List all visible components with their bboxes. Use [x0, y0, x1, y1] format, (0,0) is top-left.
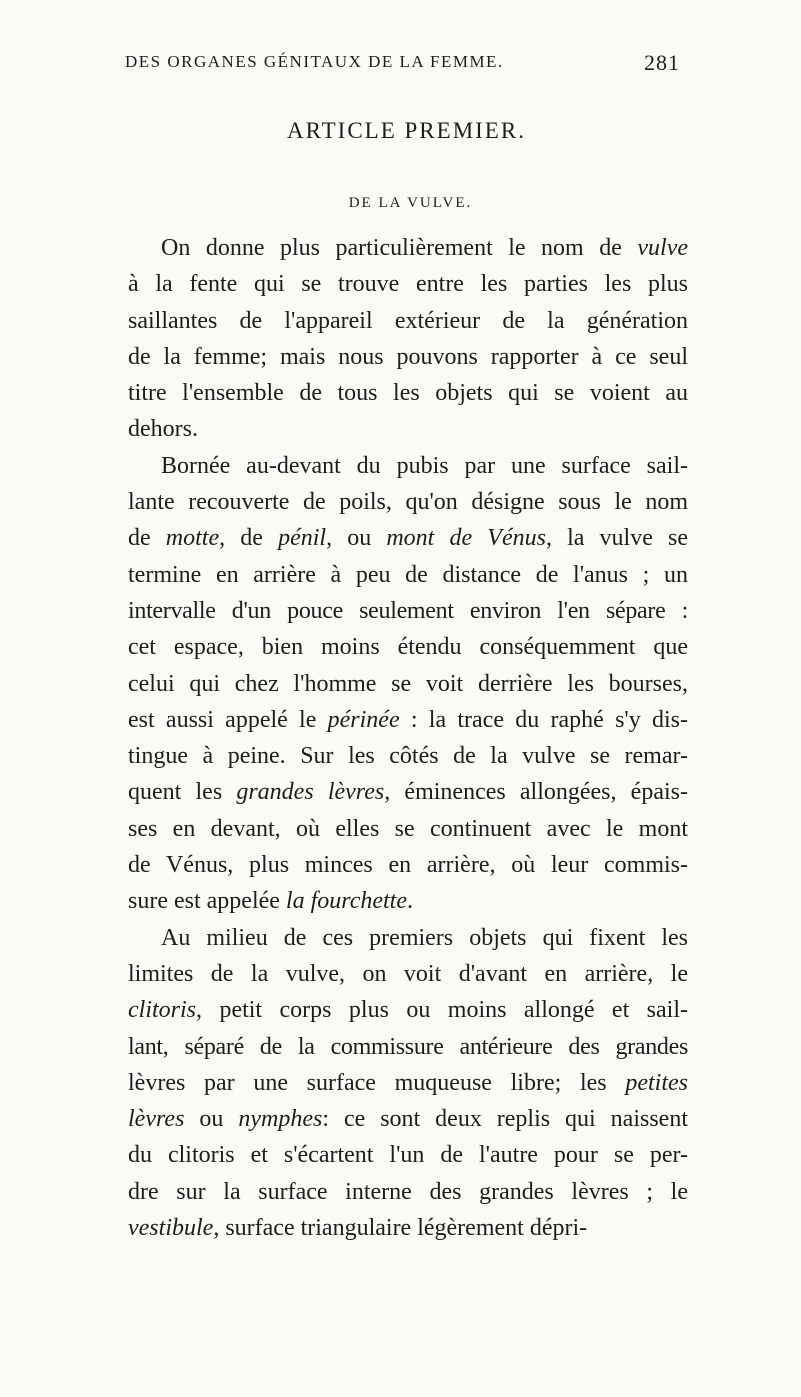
italic-term: pénil: [278, 525, 327, 552]
text-line: [128, 448, 688, 484]
text-line: [128, 520, 688, 556]
text-run: saillantes de l'appareil extérieur de la génération: [128, 307, 688, 334]
italic-term: périnée: [327, 706, 400, 733]
text-run: Bornée au-devant du pubis par une surface sail-: [161, 452, 688, 479]
text-run: , de: [219, 525, 279, 552]
text-line: [128, 1101, 688, 1137]
body-text: [128, 230, 688, 1246]
text-line: [128, 593, 688, 629]
text-run: du clitoris et s'écartent l'un de l'autre pour se per-: [128, 1142, 688, 1169]
text-run: , éminences allongées, épais-: [384, 779, 688, 806]
running-head-title: DES ORGANES GÉNITAUX DE LA FEMME.: [125, 52, 504, 71]
text-run: , ou: [326, 525, 387, 552]
text-line: [128, 339, 688, 375]
page-number: 281: [644, 50, 680, 75]
text-line: [128, 738, 688, 774]
text-line: [128, 1065, 688, 1101]
text-run: .: [407, 888, 413, 915]
text-run: Au milieu de ces premiers objets qui fixent les: [161, 924, 688, 951]
text-line: [128, 1174, 688, 1210]
text-line: [128, 266, 688, 302]
text-run: , surface triangulaire légèrement dépri-: [213, 1215, 588, 1242]
text-run: , la vulve se: [545, 525, 688, 552]
text-line: [128, 774, 688, 810]
italic-term: lèvres: [128, 1106, 185, 1133]
text-run: est aussi appelé le: [128, 706, 328, 733]
text-run: lante recouverte de poils, qu'on désigne sous le nom: [128, 489, 688, 516]
italic-term: motte: [165, 525, 220, 552]
italic-term: la fourchette: [285, 888, 407, 915]
text-line: [128, 883, 688, 919]
text-run: ou: [184, 1106, 239, 1133]
text-run: sure est appelée: [128, 888, 286, 915]
section-title: DE LA VULVE.: [348, 195, 473, 211]
text-line: [128, 992, 688, 1028]
text-line: [128, 557, 688, 593]
text-line: [128, 847, 688, 883]
text-line: [128, 920, 688, 956]
text-run: de: [128, 525, 166, 552]
text-line: [128, 811, 688, 847]
text-run: cet espace, bien moins étendu conséquemment que: [128, 634, 688, 661]
text-line: [128, 702, 688, 738]
italic-term: clitoris: [128, 997, 197, 1024]
text-run: dehors.: [128, 416, 198, 443]
text-line: [128, 303, 688, 339]
text-run: termine en arrière à peu de distance de l'anus ; un: [128, 561, 688, 588]
text-run: quent les: [128, 779, 237, 806]
italic-term: petites: [625, 1069, 688, 1096]
text-line: [128, 230, 688, 266]
text-run: tingue à peine. Sur les côtés de la vulve se remar-: [128, 743, 688, 770]
text-line: [128, 411, 688, 447]
text-run: à la fente qui se trouve entre les parties les plus: [128, 271, 688, 298]
text-run: ses en devant, où elles se continuent avec le mont: [128, 815, 688, 842]
text-run: : la trace du raphé s'y dis-: [399, 706, 688, 733]
text-run: de la femme; mais nous pouvons rapporter à ce seul: [128, 343, 688, 370]
text-run: dre sur la surface interne des grandes lèvres ; le: [128, 1178, 688, 1205]
article-title: ARTICLE PREMIER.: [287, 118, 526, 143]
text-run: intervalle d'un pouce seulement environ l'en sépare :: [128, 597, 688, 624]
italic-term: vestibule: [128, 1215, 214, 1242]
italic-term: grandes lèvres: [236, 779, 385, 806]
text-line: [128, 484, 688, 520]
text-run: titre l'ensemble de tous les objets qui se voient au: [128, 380, 688, 407]
text-run: lant, séparé de la commissure antérieure des grandes: [128, 1033, 688, 1060]
text-run: de Vénus, plus minces en arrière, où leur commis-: [128, 852, 688, 879]
text-run: celui qui chez l'homme se voit derrière les bourses,: [128, 670, 688, 697]
text-run: , petit corps plus ou moins allongé et sail-: [196, 997, 688, 1024]
text-line: [128, 666, 688, 702]
running-head: [125, 50, 680, 75]
text-line: [128, 956, 688, 992]
text-line: [128, 1137, 688, 1173]
text-run: limites de la vulve, on voit d'avant en arrière, le: [128, 960, 688, 987]
text-line: [128, 375, 688, 411]
text-line: [128, 1210, 688, 1246]
text-line: [128, 629, 688, 665]
italic-term: nymphes: [238, 1106, 323, 1133]
text-line: [128, 1029, 688, 1065]
text-run: lèvres par une surface muqueuse libre; les: [128, 1069, 626, 1096]
italic-term: vulve: [637, 235, 688, 261]
text-run: On donne plus particulièrement le nom de: [161, 235, 638, 261]
italic-term: mont de Vénus: [386, 525, 546, 552]
text-run: : ce sont deux replis qui naissent: [322, 1106, 688, 1133]
